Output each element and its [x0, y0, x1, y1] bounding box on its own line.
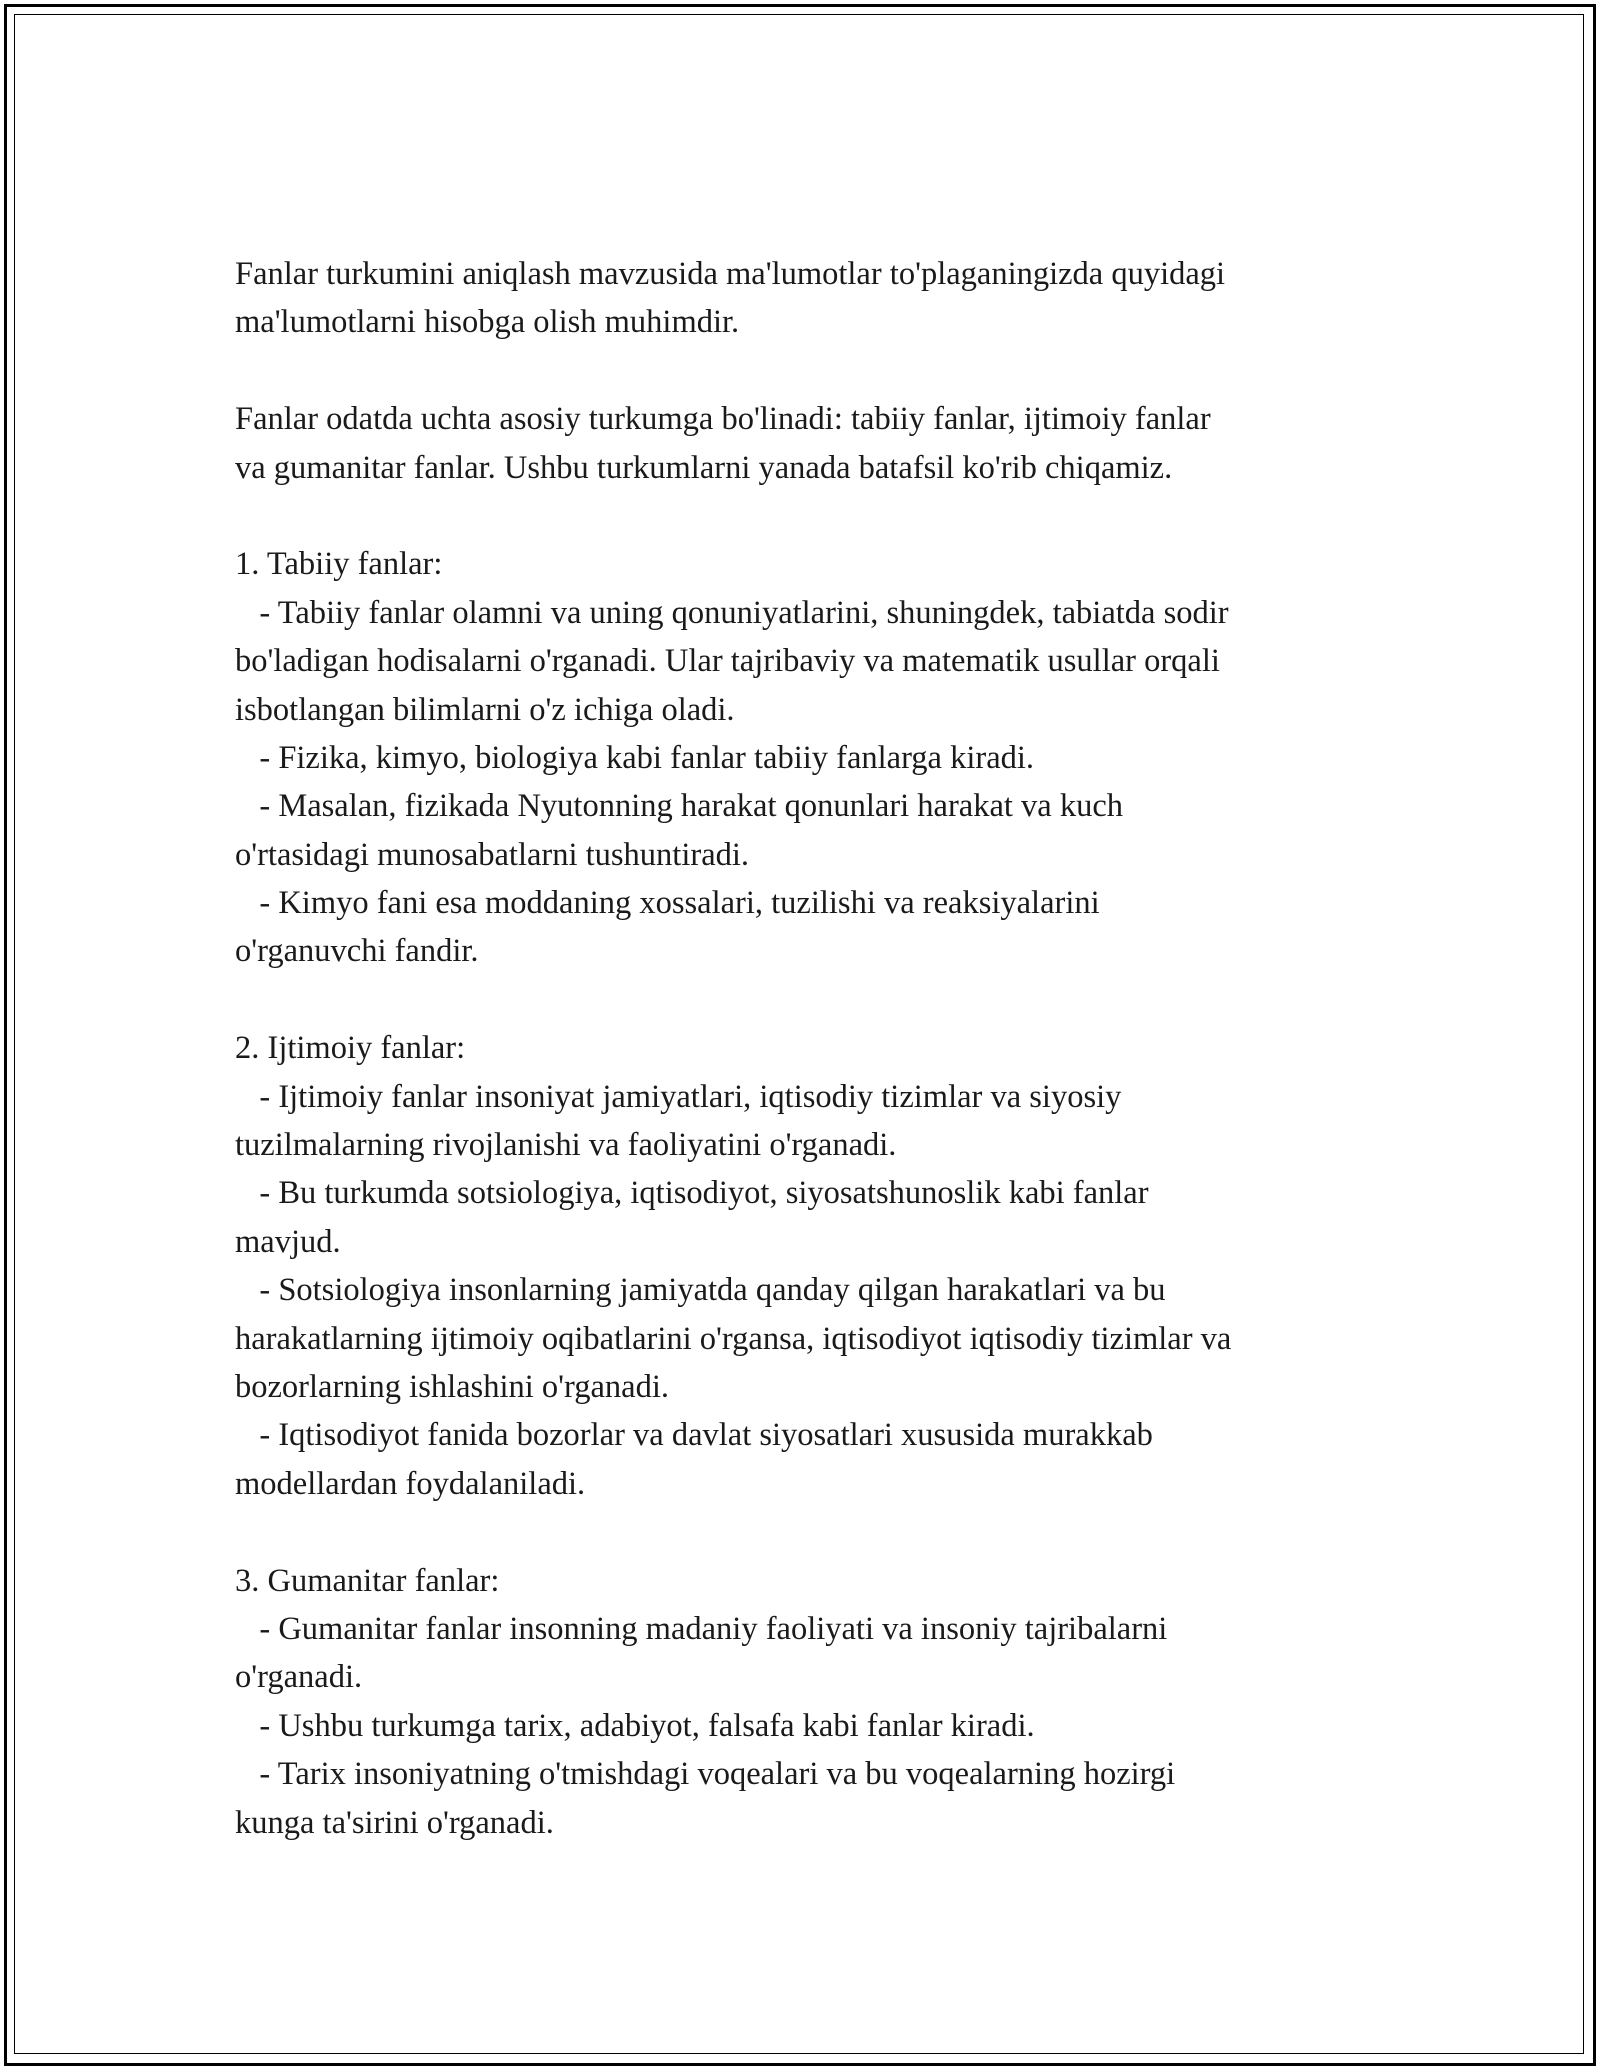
text-line: - Tarix insoniyatning o'tmishdagi voqealari va bu voqealarning hozirgi	[235, 1756, 1176, 1793]
text-line: - Sotsiologiya insonlarning jamiyatda qanday qilgan harakatlari va bu	[235, 1272, 1166, 1309]
text-line: o'rganuvchi fandir.	[235, 933, 479, 970]
text-line: kunga ta'sirini o'rganadi.	[235, 1804, 554, 1841]
text-line: - Tabiiy fanlar olamni va uning qonuniyatlarini, shuningdek, tabiatda sodir	[235, 594, 1229, 631]
text-line: isbotlangan bilimlarni o'z ichiga oladi.	[235, 691, 735, 728]
section-heading: 1. Tabiiy fanlar:	[235, 546, 443, 583]
intro-paragraph	[235, 250, 1385, 347]
text-line: - Masalan, fizikada Nyutonning harakat qonunlari harakat va kuch	[235, 788, 1124, 825]
text-line: modellardan foydalaniladi.	[235, 1465, 586, 1502]
section-heading: 2. Ijtimoiy fanlar:	[235, 1030, 466, 1067]
text-line: - Bu turkumda sotsiologiya, iqtisodiyot, siyosatshunoslik kabi fanlar	[235, 1175, 1149, 1212]
text-line: - Gumanitar fanlar insonning madaniy faoliyati va insoniy tajribalarni	[235, 1610, 1168, 1647]
text-line: - Ushbu turkumga tarix, adabiyot, falsafa kabi fanlar kiradi.	[235, 1707, 1035, 1744]
paragraph-spacer	[235, 347, 1385, 395]
text-line: - Kimyo fani esa moddaning xossalari, tuzilishi va reaksiyalarini	[235, 885, 1100, 922]
section-humanities	[235, 1557, 1385, 1847]
text-line: Fanlar odatda uchta asosiy turkumga bo'linadi: tabiiy fanlar, ijtimoiy fanlar	[235, 401, 1211, 438]
text-line: bo'ladigan hodisalarni o'rganadi. Ular tajribaviy va matematik usullar orqali	[235, 643, 1220, 680]
section-social-sciences	[235, 1024, 1385, 1508]
text-line: bozorlarning ishlashini o'rganadi.	[235, 1368, 669, 1405]
document-body	[235, 250, 1385, 1847]
text-line: mavjud.	[235, 1223, 341, 1260]
text-line: Fanlar turkumini aniqlash mavzusida ma'lumotlar to'plaganingizda quyidagi	[235, 256, 1226, 292]
text-line: o'rganadi.	[235, 1659, 363, 1696]
text-line: - Fizika, kimyo, biologiya kabi fanlar tabiiy fanlarga kiradi.	[235, 739, 1035, 776]
text-line: o'rtasidagi munosabatlarni tushuntiradi.	[235, 836, 750, 873]
paragraph-spacer	[235, 492, 1385, 540]
text-line: ma'lumotlarni hisobga olish muhimdir.	[235, 304, 740, 341]
text-line: - Ijtimoiy fanlar insoniyat jamiyatlari, iqtisodiy tizimlar va siyosiy	[235, 1078, 1122, 1115]
paragraph-spacer	[235, 976, 1385, 1024]
section-heading: 3. Gumanitar fanlar:	[235, 1562, 500, 1599]
text-line: harakatlarning ijtimoiy oqibatlarini o'rgansa, iqtisodiyot iqtisodiy tizimlar va	[235, 1320, 1232, 1357]
text-line: tuzilmalarning rivojlanishi va faoliyatini o'rganadi.	[235, 1127, 897, 1164]
overview-paragraph	[235, 395, 1385, 492]
paragraph-spacer	[235, 1508, 1385, 1556]
text-line: va gumanitar fanlar. Ushbu turkumlarni yanada batafsil ko'rib chiqamiz.	[235, 449, 1173, 486]
section-natural-sciences	[235, 540, 1385, 976]
text-line: - Iqtisodiyot fanida bozorlar va davlat siyosatlari xususida murakkab	[235, 1417, 1153, 1454]
